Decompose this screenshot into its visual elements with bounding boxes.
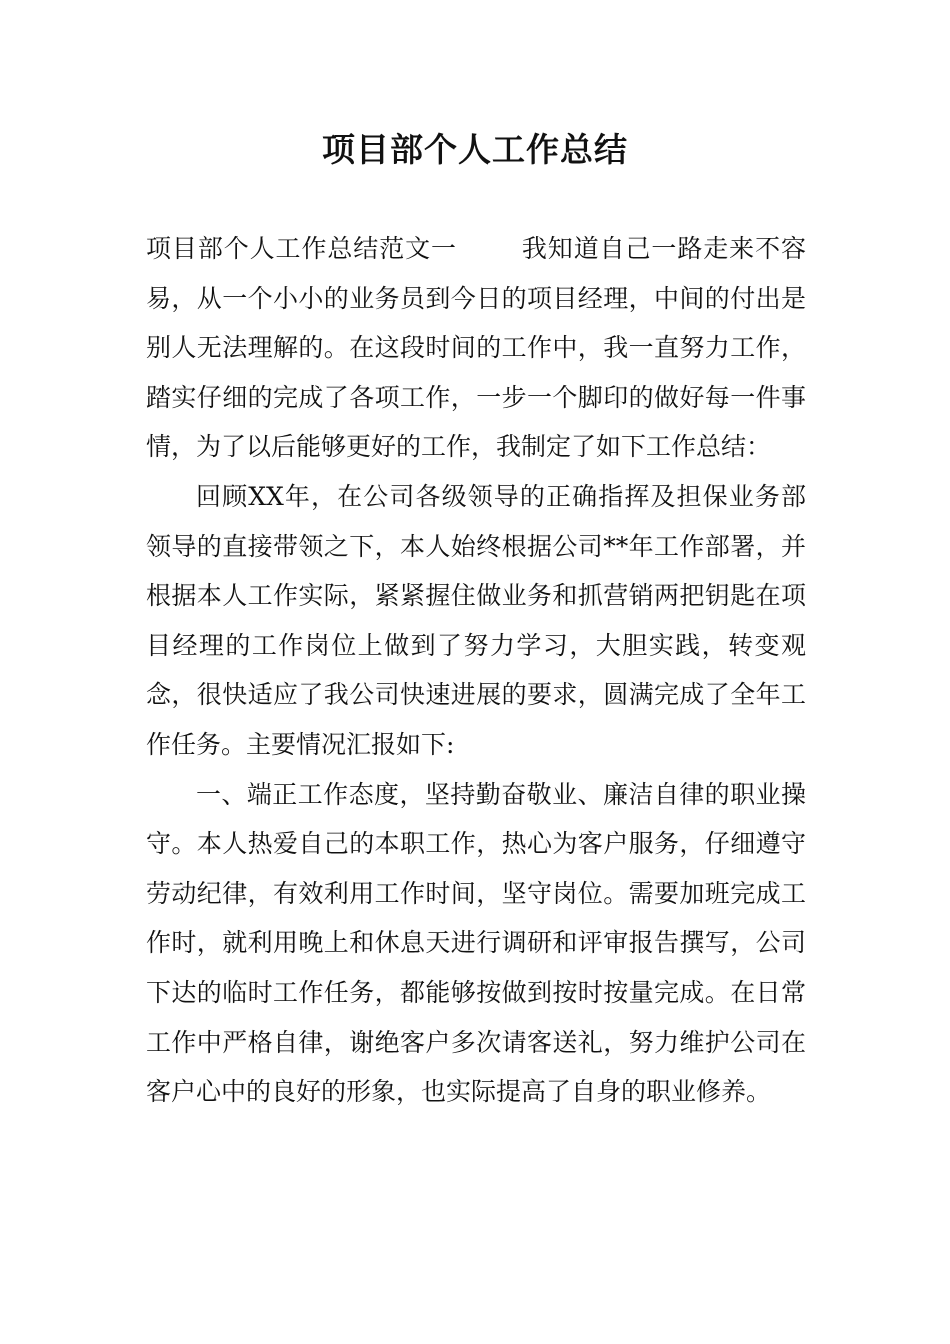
document-title: 项目部个人工作总结	[322, 130, 628, 169]
document-body	[146, 224, 806, 1117]
paragraph-2: 回顾XX年，在公司各级领导的正确指挥及担保业务部领导的直接带领之下，本人始终根据公司**年工作部署，并根据本人工作实际，紧紧握住做业务和抓营销两把钥匙在项目经理的工作岗位上做到了努力学习，大胆实践，转变观念，很快适应了我公司快速进展的要求，圆满完成了全年工作任务。主要情况汇报如下:	[146, 481, 806, 759]
intro-heading: 项目部个人工作总结范文一	[146, 234, 457, 263]
paragraph-1-text: 我知道自己一路走来不容易，从一个小小的业务员到今日的项目经理，中间的付出是别人无法理解的。在这段时间的工作中，我一直努力工作，踏实仔细的完成了各项工作，一步一个脚印的做好每一件事情，为了以后能够更好的工作，我制定了如下工作总结：	[146, 234, 806, 462]
paragraph-3: 一、端正工作态度，坚持勤奋敬业、廉洁自律的职业操守。本人热爱自己的本职工作，热心为客户服务，仔细遵守劳动纪律，有效利用工作时间，坚守岗位。需要加班完成工作时，就利用晚上和休息天进行调研和评审报告撰写，公司下达的临时工作任务，都能够按做到按时按量完成。在日常工作中严格自律，谢绝客户多次请客送礼，努力维护公司在客户心中的良好的形象，也实际提高了自身的职业修养。	[146, 779, 806, 1107]
paragraph-intro	[146, 224, 806, 472]
